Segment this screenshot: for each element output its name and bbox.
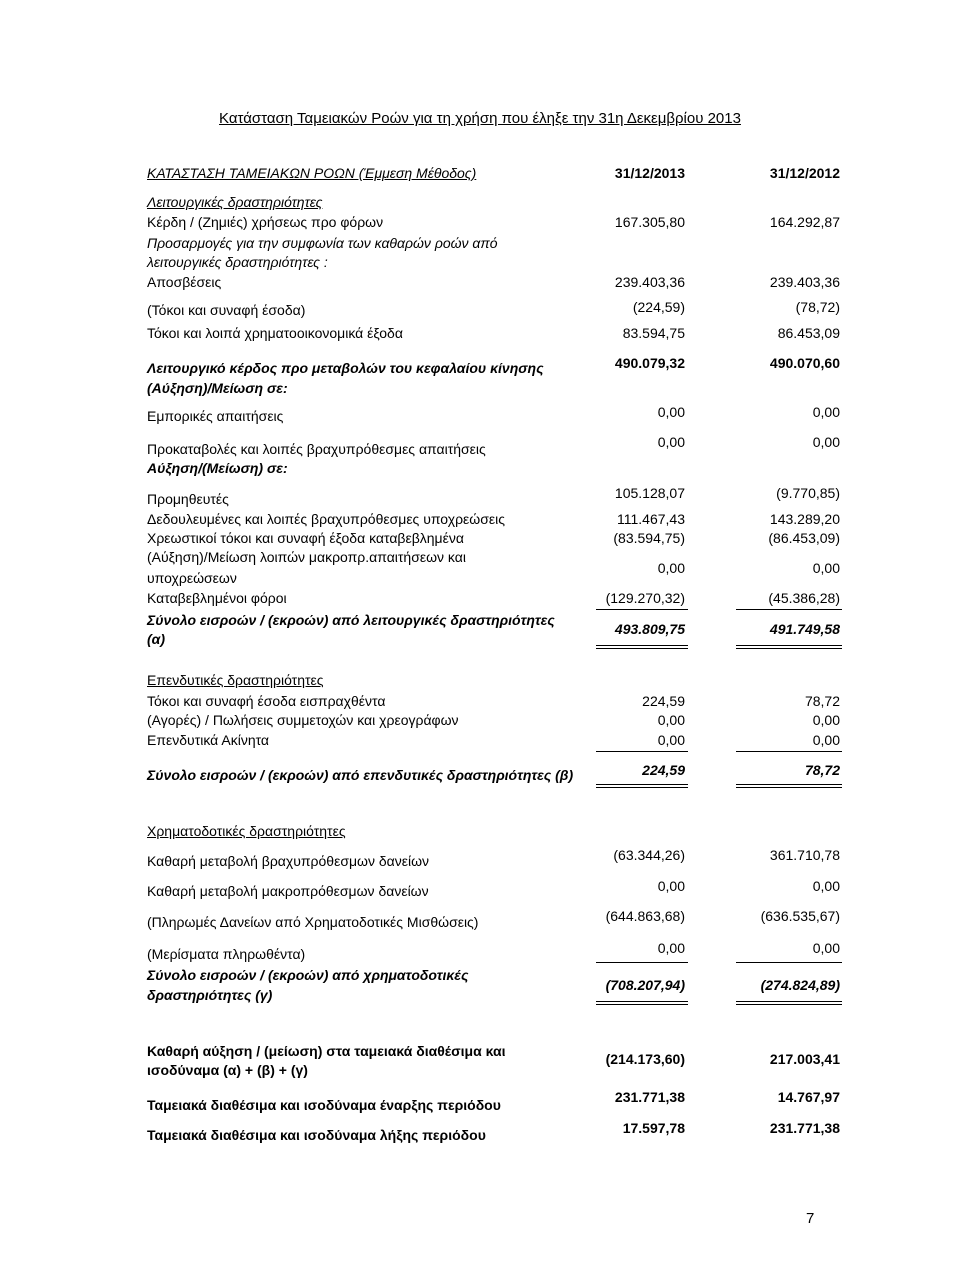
trade-receivables-label: Εμπορικές απαιτήσεις (147, 408, 284, 424)
suppliers-2013: 105.128,07 (614, 485, 685, 501)
financing-subtotal-rule-2012 (736, 962, 842, 963)
operating-profit-label-line1: Λειτουργικό κέρδος προ μεταβολών του κεφαλαίου κίνησης (147, 360, 544, 376)
investing-subtotal-rule-2012 (736, 751, 842, 752)
long-term-label-line1: (Αύξηση)/Μείωση λοιπών μακροπρ.απαιτήσεων και (147, 549, 466, 565)
depreciation-2012: 239.403,36 (769, 274, 840, 290)
investment-property-label: Επενδυτικά Ακίνητα (147, 732, 270, 748)
suppliers-label: Προμηθευτές (147, 491, 229, 507)
net-change-label-line1: Καθαρή αύξηση / (μείωση) στα ταμειακά διαθέσιμα και (147, 1043, 506, 1059)
securities-2012: 0,00 (812, 712, 840, 728)
lease-payments-2013: (644.863,68) (605, 908, 685, 924)
interest-received-2012: 78,72 (804, 693, 840, 709)
debit-interest-label: Χρεωστικοί τόκοι και συναφή έξοδα καταβεβλημένα (147, 530, 464, 546)
operating-total-2013: 493.809,75 (614, 621, 685, 637)
short-term-loans-label: Καθαρή μεταβολή βραχυπρόθεσμων δανείων (147, 853, 430, 869)
taxes-paid-2013: (129.270,32) (605, 590, 685, 606)
dividends-2012: 0,00 (812, 940, 840, 956)
depreciation-2013: 239.403,36 (614, 274, 685, 290)
operating-subtotal-rule-2013 (596, 609, 688, 610)
investment-property-2013: 0,00 (657, 732, 685, 748)
interest-expense-2013: 83.594,75 (622, 325, 685, 341)
page-title: Κατάσταση Ταμειακών Ροών για τη χρήση που έληξε την 31η Δεκεμβρίου 2013 (219, 110, 741, 127)
financing-total-double-rule-2013 (596, 1001, 688, 1005)
operating-subtotal-rule-2012 (736, 609, 842, 610)
financing-subtotal-rule-2013 (596, 962, 688, 963)
increase-decrease-label: Αύξηση/(Μείωση) σε: (147, 460, 288, 476)
long-term-2012: 0,00 (812, 560, 840, 576)
financing-total-double-rule-2012 (736, 1001, 842, 1005)
long-term-loans-2013: 0,00 (657, 878, 685, 894)
financing-total-label-line1: Σύνολο εισροών / (εκροών) από χρηματοδοτικές (147, 967, 469, 983)
operating-total-label-line2: (α) (147, 631, 166, 647)
investing-total-2013: 224,59 (642, 762, 685, 778)
investing-total-2012: 78,72 (804, 762, 840, 778)
short-term-loans-2012: 361.710,78 (769, 847, 840, 863)
cash-ending-2013: 17.597,78 (622, 1120, 685, 1136)
depreciation-label: Αποσβέσεις (147, 274, 222, 290)
long-term-2013: 0,00 (657, 560, 685, 576)
interest-received-2013: 224,59 (642, 693, 685, 709)
dividends-label: (Μερίσματα πληρωθέντα) (147, 946, 306, 962)
column-header-2012: 31/12/2012 (769, 165, 840, 181)
profit-2013: 167.305,80 (614, 214, 685, 230)
financing-total-2013: (708.207,94) (605, 977, 685, 993)
financing-heading: Χρηματοδοτικές δραστηριότητες (147, 823, 346, 839)
operating-total-double-rule-2012 (736, 645, 842, 649)
taxes-paid-label: Καταβεβλημένοι φόροι (147, 590, 287, 606)
interest-expense-label: Τόκοι και λοιπά χρηματοοικονομικά έξοδα (147, 325, 403, 341)
securities-label: (Αγορές) / Πωλήσεις συμμετοχών και χρεογράφων (147, 712, 459, 728)
dividends-2013: 0,00 (657, 940, 685, 956)
cash-beginning-label: Ταμειακά διαθέσιμα και ισοδύναμα έναρξης περιόδου (147, 1097, 501, 1113)
accrued-liabilities-2013: 111.467,43 (617, 511, 685, 527)
interest-income-2013: (224,59) (632, 299, 685, 315)
securities-2013: 0,00 (657, 712, 685, 728)
column-header-2013: 31/12/2013 (614, 165, 685, 181)
interest-expense-2012: 86.453,09 (777, 325, 840, 341)
long-term-loans-label: Καθαρή μεταβολή μακροπρόθεσμων δανείων (147, 883, 429, 899)
cash-ending-2012: 231.771,38 (769, 1120, 840, 1136)
prepayments-label: Προκαταβολές και λοιπές βραχυπρόθεσμες απαιτήσεις (147, 441, 486, 457)
short-term-loans-2013: (63.344,26) (613, 847, 685, 863)
interest-income-label: (Τόκοι και συναφή έσοδα) (147, 302, 306, 318)
operating-total-label-line1: Σύνολο εισροών / (εκροών) από λειτουργικές δραστηριότητες (147, 612, 555, 628)
prepayments-2013: 0,00 (657, 434, 685, 450)
operating-total-double-rule-2013 (596, 645, 688, 649)
prepayments-2012: 0,00 (812, 434, 840, 450)
accrued-liabilities-2012: 143.289,20 (769, 511, 840, 527)
lease-payments-label: (Πληρωμές Δανείων από Χρηματοδοτικές Μισθώσεις) (147, 914, 479, 930)
operating-heading: Λειτουργικές δραστηριότητες (147, 194, 323, 210)
investing-total-double-rule-2012 (736, 784, 842, 788)
net-change-2012: 217.003,41 (769, 1051, 840, 1067)
profit-label: Κέρδη / (Ζημιές) χρήσεως προ φόρων (147, 214, 384, 230)
accrued-liabilities-label: Δεδουλευμένες και λοιπές βραχυπρόθεσμες υποχρεώσεις (147, 511, 505, 527)
investment-property-2012: 0,00 (812, 732, 840, 748)
debit-interest-2013: (83.594,75) (613, 530, 685, 546)
operating-profit-label-line2: (Αύξηση)/Μείωση σε: (147, 380, 288, 396)
long-term-loans-2012: 0,00 (812, 878, 840, 894)
debit-interest-2012: (86.453,09) (768, 530, 840, 546)
profit-2012: 164.292,87 (769, 214, 840, 230)
interest-received-label: Τόκοι και συναφή έσοδα εισπραχθέντα (147, 693, 386, 709)
page-number: 7 (806, 1210, 815, 1227)
interest-income-2012: (78,72) (795, 299, 840, 315)
adjustments-label-line2: λειτουργικές δραστηριότητες : (147, 254, 328, 270)
lease-payments-2012: (636.535,67) (760, 908, 840, 924)
investing-total-double-rule-2013 (596, 784, 688, 788)
trade-receivables-2012: 0,00 (812, 404, 840, 420)
trade-receivables-2013: 0,00 (657, 404, 685, 420)
cash-beginning-2012: 14.767,97 (777, 1089, 840, 1105)
financing-total-2012: (274.824,89) (760, 977, 840, 993)
cash-beginning-2013: 231.771,38 (614, 1089, 685, 1105)
suppliers-2012: (9.770,85) (776, 485, 840, 501)
statement-header-label: ΚΑΤΑΣΤΑΣΗ ΤΑΜΕΙΑΚΩΝ ΡΟΩΝ (Έμμεση Μέθοδος) (147, 165, 477, 181)
operating-total-2012: 491.749,58 (769, 621, 840, 637)
investing-total-label: Σύνολο εισροών / (εκροών) από επενδυτικές δραστηριότητες (β) (147, 767, 574, 783)
operating-profit-2012: 490.070,60 (769, 355, 840, 371)
long-term-label-line2: υποχρεώσεων (147, 570, 237, 586)
taxes-paid-2012: (45.386,28) (768, 590, 840, 606)
investing-subtotal-rule-2013 (596, 751, 688, 752)
operating-profit-2013: 490.079,32 (614, 355, 685, 371)
adjustments-label-line1: Προσαρμογές για την συμφωνία των καθαρών ροών από (147, 235, 498, 251)
financing-total-label-line2: δραστηριότητες (γ) (147, 987, 273, 1003)
net-change-2013: (214.173,60) (605, 1051, 685, 1067)
investing-heading: Επενδυτικές δραστηριότητες (147, 672, 324, 688)
net-change-label-line2: ισοδύναμα (α) + (β) + (γ) (147, 1062, 308, 1078)
cash-ending-label: Ταμειακά διαθέσιμα και ισοδύναμα λήξης περιόδου (147, 1127, 486, 1143)
